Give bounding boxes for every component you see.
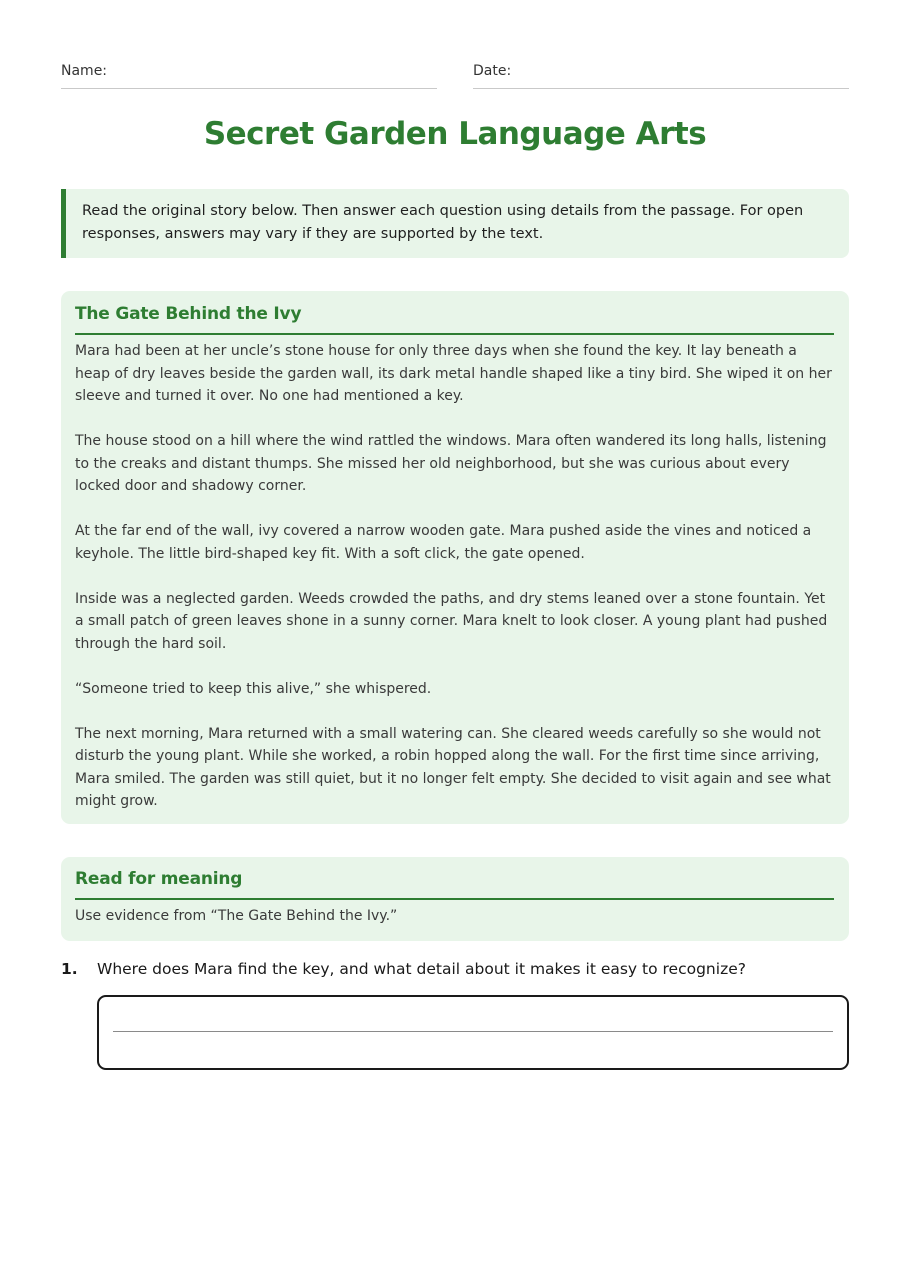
story-paragraph: Mara had been at her uncle’s stone house for only three days when she found the key. It lay beneath a heap of dry leaves beside the garden wall, its dark metal handle shaped like a tiny bird. She wiped it on her sleeve and turned it over. No one had mentioned a key. [75,343,832,404]
read-for-meaning-box [61,857,849,941]
header-fields [61,58,849,90]
story-box [61,291,849,824]
story-paragraph: The next morning, Mara returned with a small watering can. She cleared weeds carefully so she would not disturb the young plant. While she worked, a robin hopped along the wall. For the first time since arriving, Mara smiled. The garden was still quiet, but it no longer felt empty. She decided to visit again and see what might grow. [75,725,831,809]
story-paragraph: Inside was a neglected garden. Weeds crowded the paths, and dry stems leaned over a stone fountain. Yet a small patch of green leaves shone in a sunny corner. Mara knelt to look closer. A young plant had pushed through the hard soil. [75,590,828,652]
story-heading: The Gate Behind the Ivy [75,301,834,335]
page-title: Secret Garden Language Arts [203,116,707,152]
date-field[interactable] [473,58,849,89]
story-paragraph: “Someone tried to keep this alive,” she whispered. [75,680,432,697]
story-paragraph: At the far end of the wall, ivy covered a narrow wooden gate. Mara pushed aside the vines and noticed a keyhole. The little bird-shaped key fit. With a soft click, the gate opened. [75,523,812,562]
date-label: Date: [473,63,512,79]
story-paragraph: The house stood on a hill where the wind rattled the windows. Mara often wandered its long halls, listening to the creaks and distant thumps. She missed her old neighborhood, but she was curious about every locked door and shadowy corner. [75,433,827,494]
name-label: Name: [61,63,108,79]
meaning-heading: Read for meaning [75,866,834,900]
instructions-box: Read the original story below. Then answer each question using details from the passage. For open responses, answers may vary if they are supported by the text. [61,189,849,258]
question-number: 1. [61,960,78,978]
meaning-note: Use evidence from “The Gate Behind the Ivy.” [75,908,398,924]
answer-box[interactable] [97,995,849,1070]
name-field[interactable] [61,58,437,89]
answer-line [113,1031,833,1032]
question-text: Where does Mara find the key, and what detail about it makes it easy to recognize? [97,960,746,978]
